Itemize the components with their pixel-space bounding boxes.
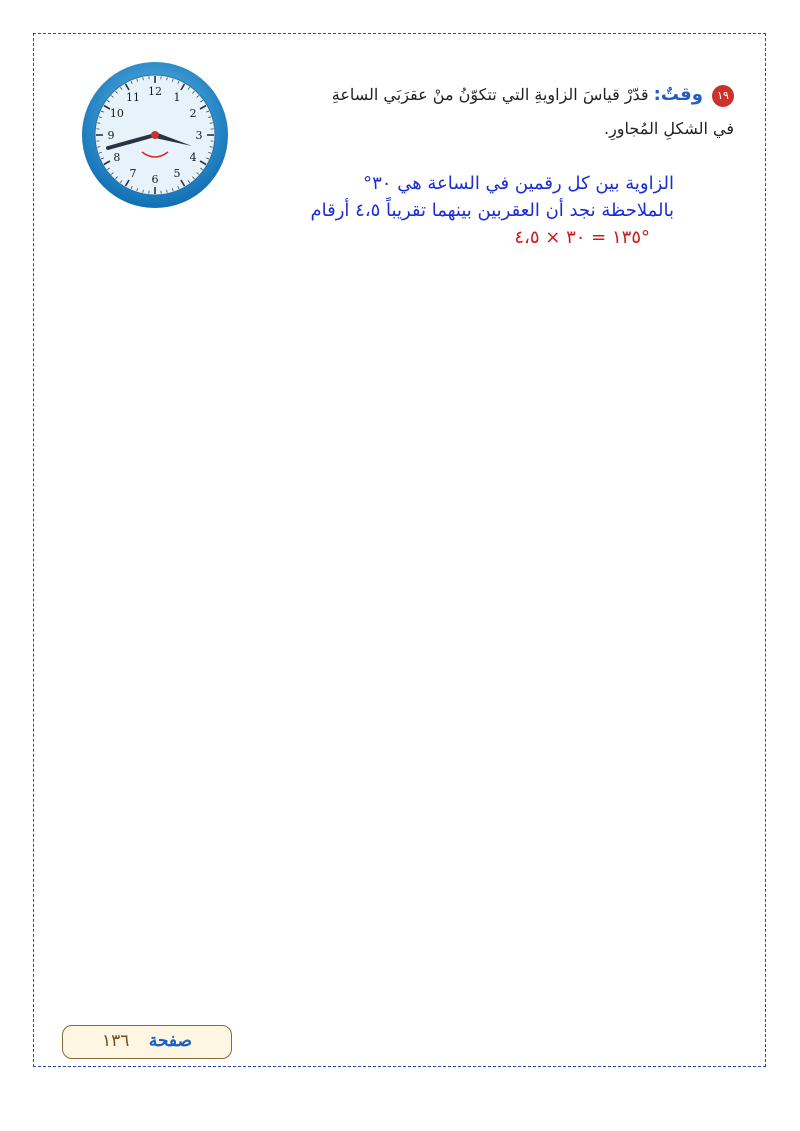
clock-numeral: 9 (107, 129, 115, 142)
problem-text-1: قدّرْ قياسَ الزاويةِ التي تتكوّنُ منْ عقرَبَي الساعةِ (331, 85, 649, 104)
clock-numeral: 2 (189, 107, 197, 120)
problem-text-2: في الشكلِ المُجاورِ. (603, 119, 734, 138)
clock-numeral: 1 (173, 90, 181, 104)
answer-line-3: °١٣٥ = ٣٠ × ٤،٥ (514, 227, 650, 248)
clock-numeral: 10 (109, 107, 124, 120)
clock-numeral: 7 (129, 167, 137, 181)
page-number: ١٣٦ (102, 1031, 130, 1051)
answer-line-1: الزاوية بين كل رقمين في الساعة هي ٣٠° (363, 173, 674, 194)
problem-line-1 (214, 78, 734, 112)
page-number-badge (62, 1025, 232, 1059)
page-word: صفحة (148, 1031, 192, 1051)
clock-numeral: 12 (148, 85, 162, 98)
clock-numeral: 6 (151, 173, 159, 186)
problem-statement (214, 78, 734, 146)
clock-center (151, 131, 159, 139)
clock-numeral: 5 (173, 167, 181, 181)
problem-keyword: وقتٌ: (653, 84, 703, 105)
clock-figure (80, 60, 230, 210)
clock-numeral: 11 (126, 90, 140, 104)
clock-numeral: 3 (195, 129, 203, 142)
answer-line-2: بالملاحظة نجد أن العقربين بينهما تقريباً ٤،٥ أرقام (310, 200, 674, 221)
clock-numeral: 4 (189, 151, 197, 164)
clock-numeral: 8 (113, 151, 121, 164)
problem-number: ١٩ (712, 85, 734, 107)
